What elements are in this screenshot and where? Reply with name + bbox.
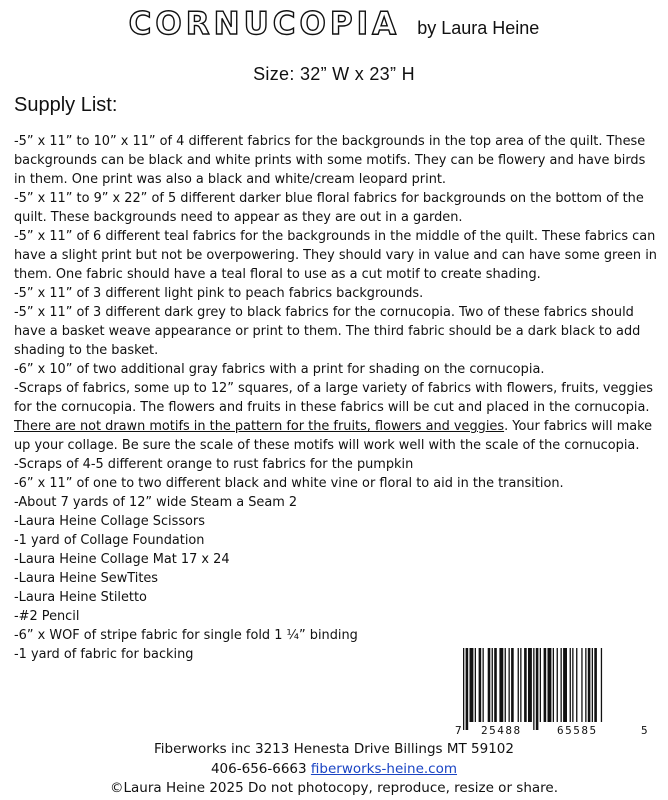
barcode-bar: [570, 648, 571, 722]
footer-address: Fiberworks inc 3213 Henesta Drive Billings MT 59102: [154, 741, 514, 757]
list-item: -5” x 11” of 6 different teal fabrics for the backgrounds in the middle of the quilt. These fabrics can have a slight print but not be overpowering. They should vary in value and can have some green in them. One fabric should have a teal floral to use as a cut motif to create shading.: [14, 229, 657, 282]
barcode-bar: [475, 648, 476, 722]
barcode-bar: [557, 648, 558, 722]
scraps-underlined-note: There are not drawn motifs in the pattern for the fruits, flowers and veggies: [14, 419, 505, 434]
barcode-digit-check: 5: [641, 724, 648, 737]
barcode-bar: [536, 648, 539, 730]
barcode-bar: [466, 648, 469, 730]
barcode-bar: [499, 648, 503, 722]
list-item: -5” x 11” to 9” x 22” of 5 different darker blue floral fabrics for backgrounds on the bottom of the quilt. These backgrounds need to appear as they are out in a garden.: [14, 191, 644, 225]
barcode-bar: [528, 648, 532, 722]
website-link[interactable]: fiberworks-heine.com: [310, 761, 458, 777]
footer-contact: [0, 761, 668, 777]
barcode-bar: [492, 648, 493, 722]
barcode-bar: [470, 648, 474, 722]
list-item: -1 yard of fabric for backing: [14, 647, 194, 662]
list-item-scraps: [14, 379, 660, 455]
footer-copyright: ©Laura Heine 2025 Do not photocopy, reproduce, resize or share.: [110, 780, 558, 796]
barcode: [453, 648, 651, 738]
barcode-bar: [509, 648, 510, 722]
barcode-bar: [576, 648, 577, 722]
barcode-bar: [524, 648, 527, 722]
barcode-bars: [463, 648, 602, 730]
footer-phone: 406-656-6663: [210, 761, 307, 777]
list-item: -Laura Heine Stiletto: [14, 590, 147, 605]
barcode-bar: [505, 648, 506, 722]
barcode-bar: [581, 648, 582, 722]
barcode-bar: [572, 648, 573, 722]
barcode-bar: [594, 648, 597, 722]
list-item: -About 7 yards of 12” wide Steam a Seam 2: [14, 495, 298, 510]
barcode-bar: [601, 648, 602, 722]
list-item: -6” x WOF of stripe fabric for single fold 1 ¼” binding: [14, 628, 358, 643]
barcode-bar: [518, 648, 519, 722]
barcode-bar: [592, 648, 593, 722]
list-item: -Laura Heine Collage Mat 17 x 24: [14, 552, 230, 567]
list-item: -Laura Heine Collage Scissors: [14, 514, 205, 529]
list-item: -5” x 11” of 3 different dark grey to black fabrics for the cornucopia. Two of these fabrics should have a basket weave appearance or print to them. The third fabric should be a dark black to add shading to the basket.: [14, 305, 641, 358]
barcode-bar: [533, 648, 534, 730]
page-title: CORNUCOPIA: [128, 6, 401, 42]
barcode-bar: [463, 648, 464, 730]
barcode-bar: [561, 648, 562, 722]
barcode-bar: [540, 648, 541, 722]
list-item: -5” x 11” of 3 different light pink to peach fabrics backgrounds.: [14, 286, 424, 301]
barcode-bar: [588, 648, 591, 722]
title-row: [0, 6, 668, 42]
supply-list-heading: Supply List:: [14, 94, 118, 116]
list-item: -Scraps of 4-5 different orange to rust fabrics for the pumpkin: [14, 457, 414, 472]
barcode-digits-right: 65585: [557, 724, 598, 737]
barcode-bar: [479, 648, 482, 722]
list-item: -Laura Heine SewTites: [14, 571, 159, 586]
barcode-bar: [520, 648, 521, 722]
quilt-size: Size: 32” W x 23” H: [253, 64, 415, 84]
list-item: -6” x 11” of one to two different black and white vine or floral to aid in the transition.: [14, 476, 564, 491]
list-item: -1 yard of Collage Foundation: [14, 533, 205, 548]
list-item: -5” x 11” to 10” x 11” of 4 different fabrics for the backgrounds in the top area of the quilt. These backgrounds can be black and white prints with some motifs. They can be flowery and have birds in them. One print was also a black and white/cream leopard print.: [14, 134, 646, 187]
barcode-bar: [585, 648, 586, 722]
barcode-bar: [563, 648, 567, 722]
scraps-text-start: -Scraps of fabrics, some up to 12” squares, of a large variety of fabrics with flowers, fruits, veggies for the cornucopia. The flowers and fruits in these fabrics will be cut and placed in the cornucopia.: [14, 381, 653, 415]
scraps-text-end: . Your fabrics will make up your collage. Be sure the scale of these motifs will work well with the scale of the cornucopia.: [14, 419, 653, 453]
barcode-bar: [488, 648, 491, 722]
barcode-bar: [548, 648, 552, 722]
barcode-digits-left: 25488: [481, 724, 522, 737]
barcode-bar: [494, 648, 497, 722]
barcode-bar: [483, 648, 484, 722]
list-item: -6” x 10” of two additional gray fabrics with a print for shading on the cornucopia.: [14, 362, 545, 377]
barcode-bar: [553, 648, 554, 722]
barcode-digit-lead: 7: [455, 724, 462, 737]
list-item: -#2 Pencil: [14, 609, 80, 624]
barcode-bar: [544, 648, 547, 722]
supply-list: [14, 132, 660, 664]
author-byline: by Laura Heine: [417, 18, 540, 38]
barcode-bar: [511, 648, 514, 722]
